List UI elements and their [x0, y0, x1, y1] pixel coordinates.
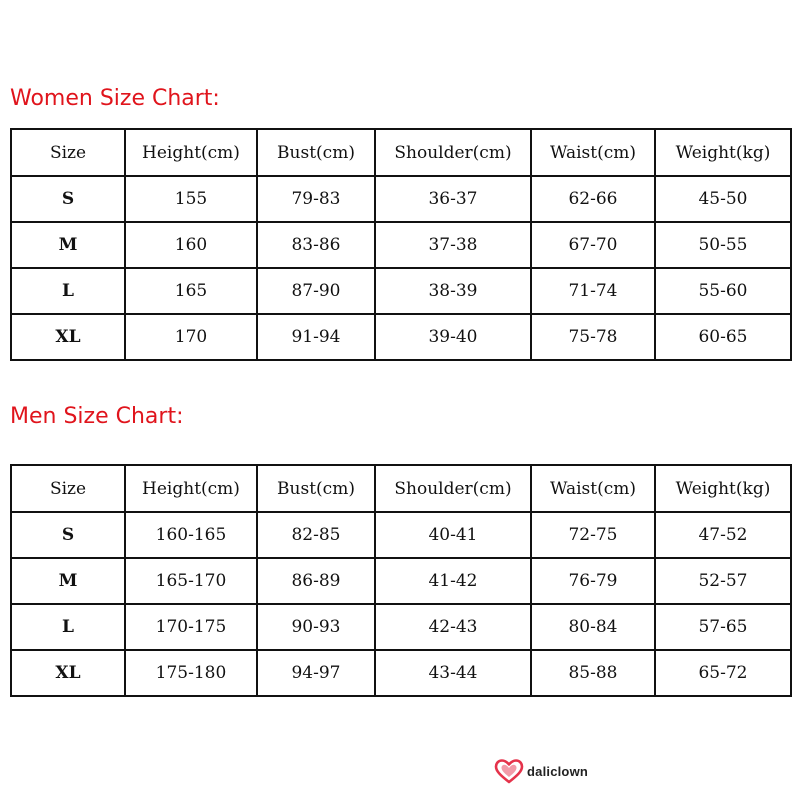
table-row [11, 176, 791, 222]
waist-cell: 76-79 [531, 558, 655, 604]
shoulder-cell: 40-41 [375, 512, 531, 558]
shoulder-cell: 38-39 [375, 268, 531, 314]
height-cell: 160-165 [125, 512, 257, 558]
column-header-weight: Weight(kg) [655, 465, 791, 512]
height-cell: 170-175 [125, 604, 257, 650]
table-row [11, 512, 791, 558]
waist-cell: 71-74 [531, 268, 655, 314]
column-header-weight: Weight(kg) [655, 129, 791, 176]
shoulder-cell: 37-38 [375, 222, 531, 268]
women-size-chart-title: Women Size Chart: [10, 86, 220, 111]
size-cell: XL [11, 314, 125, 360]
bust-cell: 82-85 [257, 512, 375, 558]
bust-cell: 94-97 [257, 650, 375, 696]
men-size-table [10, 464, 792, 697]
shoulder-cell: 36-37 [375, 176, 531, 222]
weight-cell: 55-60 [655, 268, 791, 314]
waist-cell: 72-75 [531, 512, 655, 558]
table-row [11, 222, 791, 268]
column-header-height: Height(cm) [125, 465, 257, 512]
weight-cell: 50-55 [655, 222, 791, 268]
size-cell: S [11, 176, 125, 222]
bust-cell: 87-90 [257, 268, 375, 314]
men-size-chart-title: Men Size Chart: [10, 404, 184, 429]
column-header-shoulder: Shoulder(cm) [375, 129, 531, 176]
bust-cell: 83-86 [257, 222, 375, 268]
height-cell: 155 [125, 176, 257, 222]
column-header-waist: Waist(cm) [531, 465, 655, 512]
height-cell: 165 [125, 268, 257, 314]
height-cell: 160 [125, 222, 257, 268]
height-cell: 170 [125, 314, 257, 360]
bust-cell: 91-94 [257, 314, 375, 360]
brand-logo [494, 758, 588, 784]
height-cell: 165-170 [125, 558, 257, 604]
table-header-row [11, 129, 791, 176]
size-cell: XL [11, 650, 125, 696]
size-cell: L [11, 268, 125, 314]
column-header-height: Height(cm) [125, 129, 257, 176]
table-row [11, 314, 791, 360]
shoulder-cell: 43-44 [375, 650, 531, 696]
weight-cell: 60-65 [655, 314, 791, 360]
waist-cell: 62-66 [531, 176, 655, 222]
weight-cell: 47-52 [655, 512, 791, 558]
bust-cell: 90-93 [257, 604, 375, 650]
table-row [11, 558, 791, 604]
waist-cell: 75-78 [531, 314, 655, 360]
column-header-shoulder: Shoulder(cm) [375, 465, 531, 512]
shoulder-cell: 42-43 [375, 604, 531, 650]
size-cell: L [11, 604, 125, 650]
size-cell: M [11, 558, 125, 604]
size-cell: M [11, 222, 125, 268]
table-row [11, 650, 791, 696]
table-row [11, 268, 791, 314]
column-header-waist: Waist(cm) [531, 129, 655, 176]
women-size-table [10, 128, 792, 361]
waist-cell: 67-70 [531, 222, 655, 268]
shoulder-cell: 39-40 [375, 314, 531, 360]
waist-cell: 85-88 [531, 650, 655, 696]
table-header-row [11, 465, 791, 512]
table-row [11, 604, 791, 650]
heart-logo-icon [494, 758, 524, 784]
weight-cell: 57-65 [655, 604, 791, 650]
brand-name: daliclown [527, 763, 589, 779]
bust-cell: 79-83 [257, 176, 375, 222]
weight-cell: 65-72 [655, 650, 791, 696]
size-cell: S [11, 512, 125, 558]
column-header-bust: Bust(cm) [257, 129, 375, 176]
weight-cell: 45-50 [655, 176, 791, 222]
height-cell: 175-180 [125, 650, 257, 696]
column-header-size: Size [11, 129, 125, 176]
waist-cell: 80-84 [531, 604, 655, 650]
weight-cell: 52-57 [655, 558, 791, 604]
column-header-size: Size [11, 465, 125, 512]
shoulder-cell: 41-42 [375, 558, 531, 604]
bust-cell: 86-89 [257, 558, 375, 604]
column-header-bust: Bust(cm) [257, 465, 375, 512]
